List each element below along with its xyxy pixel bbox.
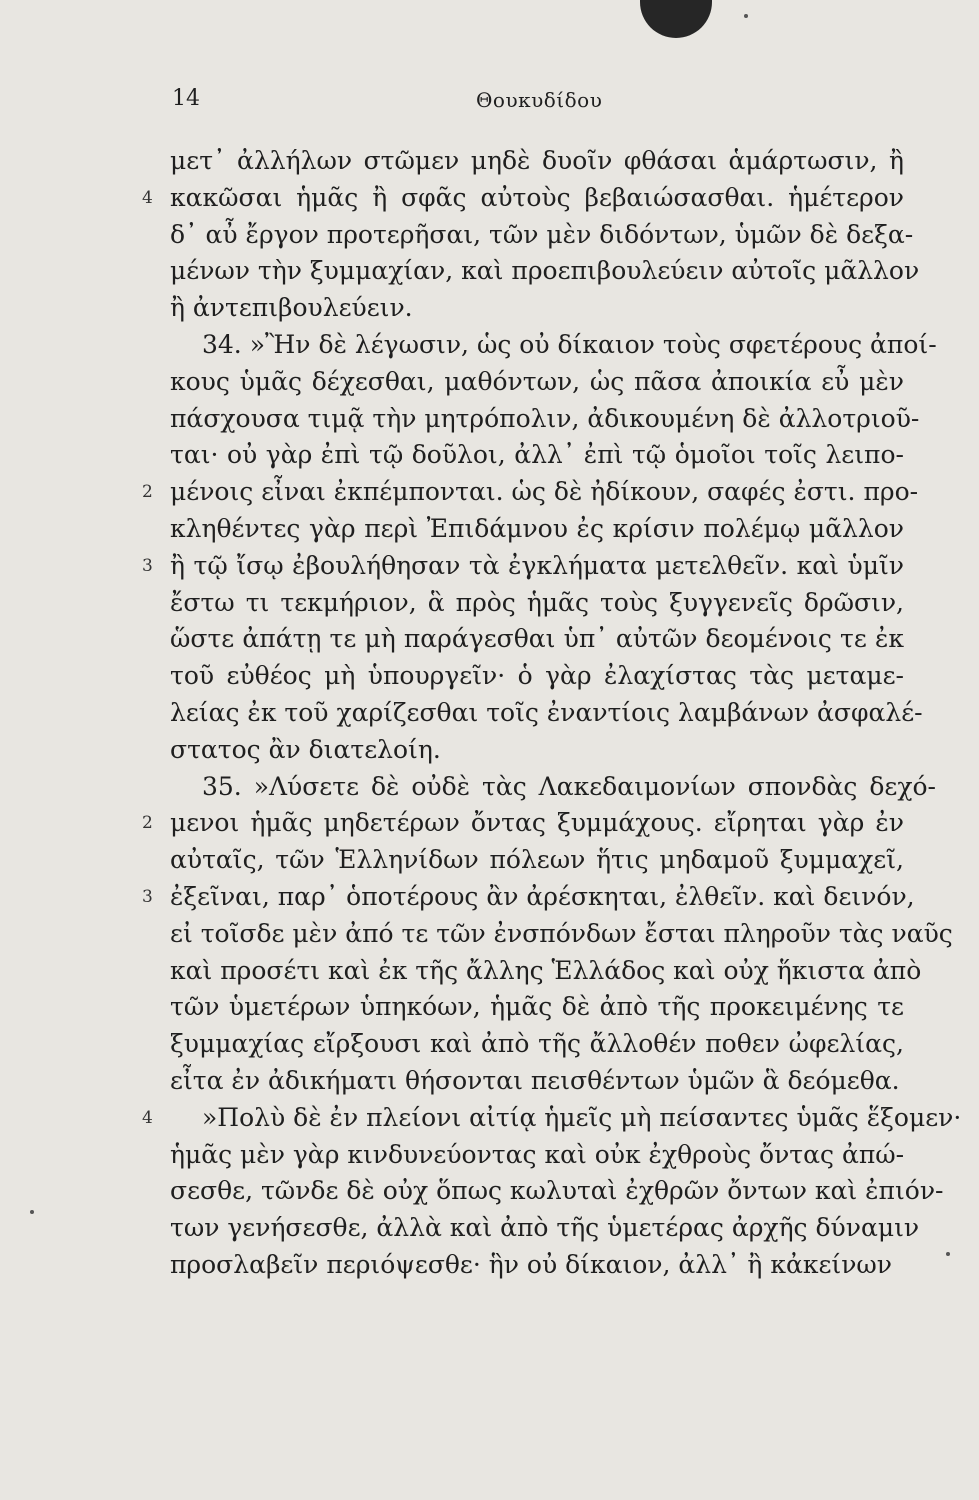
margin-number: 3 [142,886,153,907]
text-line [142,548,904,585]
line-text: ται· οὐ γὰρ ἐπὶ τῷ δοῦλοι, ἀλλ᾽ ἐπὶ τῷ ὁμοῖοι τοῖς λειπο- [170,440,904,470]
line-text: μενοι ἡμᾶς μηδετέρων ὄντας ξυμμάχους. εἴρηται γὰρ ἐν [170,808,904,838]
line-text: ἢ τῷ ἴσῳ ἐβουλήθησαν τὰ ἐγκλήματα μετελθεῖν. καὶ ὑμῖν [170,550,904,580]
text-line [170,143,904,180]
line-text: πάσχουσα τιμᾷ τὴν μητρόπολιν, ἀδικουμένη δὲ ἀλλοτριοῦ- [170,403,920,433]
text-line [170,658,904,695]
text-line [142,805,904,842]
text-line [170,1137,904,1174]
ink-speck [946,1252,950,1256]
line-text: μένοις εἶναι ἐκπέμπονται. ὡς δὲ ἠδίκουν, σαφές ἐστι. προ- [170,477,919,507]
text-line [142,474,919,511]
margin-number: 4 [142,187,153,208]
line-text: τοῦ εὐθέος μὴ ὑπουργεῖν· ὁ γὰρ ἐλαχίστας τὰς μεταμε- [170,661,904,691]
text-line [170,401,920,438]
line-text: στατος ἂν διατελοίη. [170,734,441,764]
line-text: τῶν ὑμετέρων ὑπηκόων, ἡμᾶς δὲ ἀπὸ τῆς προκειμένης τε [170,992,904,1022]
line-text: καὶ προσέτι καὶ ἐκ τῆς ἄλλης Ἑλλάδος καὶ οὐχ ἥκιστα ἀπὸ [170,955,922,985]
line-text: κους ὑμᾶς δέχεσθαι, μαθόντων, ὡς πᾶσα ἀποικία εὖ μὲν [170,366,904,396]
line-text: ξυμμαχίας εἴρξουσι καὶ ἀπὸ τῆς ἄλλοθέν ποθεν ὠφελίας, [170,1029,904,1059]
line-text: αὐταῖς, τῶν Ἑλληνίδων πόλεων ἥτις μηδαμοῦ ξυμμαχεῖ, [170,845,904,875]
text-line [170,364,904,401]
line-text: ἢ ἀντεπιβουλεύειν. [170,293,413,323]
text-line [170,511,904,548]
margin-number: 4 [142,1107,153,1128]
margin-number: 3 [142,555,153,576]
text-line [170,621,904,658]
line-text: ὥστε ἀπάτῃ τε μὴ παράγεσθαι ὑπ᾽ αὐτῶν δεομένοις τε ἐκ [170,624,904,654]
text-line [170,327,937,364]
text-line [170,1173,944,1210]
page-number: 14 [172,86,200,111]
text-line [142,180,904,217]
line-text: σεσθε, τῶνδε δὲ οὐχ ὅπως κωλυταὶ ἐχθρῶν ὄντων καὶ ἐπιόν- [170,1176,944,1206]
running-title: Θουκυδίδου [476,88,603,112]
line-text: 35. »Λύσετε δὲ οὐδὲ τὰς Λακεδαιμονίων σπονδὰς δεχό- [202,771,936,801]
text-line [170,290,904,327]
margin-number: 2 [142,813,153,834]
text-line [170,253,920,290]
line-text: »Πολὺ δὲ ἐν πλείονι αἰτίᾳ ἡμεῖς μὴ πείσαντες ὑμᾶς ἕξομεν· [202,1102,962,1132]
line-text: εἰ τοῖσδε μὲν ἀπό τε τῶν ἐνσπόνδων ἔσται πληροῦν τὰς ναῦς [170,918,953,948]
text-line [170,217,914,254]
text-line [142,879,915,916]
line-text: 34. »Ἢν δὲ λέγωσιν, ὡς οὐ δίκαιον τοὺς σφετέρους ἀποί- [202,329,937,359]
line-text: μένων τὴν ξυμμαχίαν, καὶ προεπιβουλεύειν αὐτοῖς μᾶλλον [170,256,920,286]
text-line [170,953,922,990]
line-text: κακῶσαι ἡμᾶς ἢ σφᾶς αὐτοὺς βεβαιώσασθαι. ἡμέτερον [170,182,904,212]
ink-blot [640,0,712,38]
ink-speck [30,1210,34,1214]
line-text: λείας ἐκ τοῦ χαρίζεσθαι τοῖς ἐναντίοις λαμβάνων ἀσφαλέ- [170,697,923,727]
line-text: ἔστω τι τεκμήριον, ἃ πρὸς ἡμᾶς τοὺς ξυγγενεῖς δρῶσιν, [170,587,904,617]
text-line [142,1100,962,1137]
line-text: ἡμᾶς μὲν γὰρ κινδυνεύοντας καὶ οὐκ ἐχθροὺς ὄντας ἀπώ- [170,1139,905,1169]
line-text: μετ᾽ ἀλλήλων στῶμεν μηδὲ δυοῖν φθάσαι ἁμάρτωσιν, ἢ [170,146,904,175]
body-text [142,143,962,1284]
line-text: των γενήσεσθε, ἀλλὰ καὶ ἀπὸ τῆς ὑμετέρας ἀρχῆς δύναμιν [170,1213,920,1243]
text-line [170,842,904,879]
line-text: δ᾽ αὖ ἔργον προτερῆσαι, τῶν μὲν διδόντων, ὑμῶν δὲ δεξα- [170,219,914,249]
line-text: κληθέντες γὰρ περὶ Ἐπιδάμνου ἐς κρίσιν πολέμῳ μᾶλλον [170,513,904,543]
margin-number: 2 [142,482,153,503]
line-text: προσλαβεῖν περιόψεσθε· ἣν οὐ δίκαιον, ἀλλ᾽ ἢ κἀκείνων [170,1249,893,1279]
text-line [170,1026,904,1063]
text-line [170,732,904,769]
ink-speck [744,14,748,18]
text-line [170,437,904,474]
line-text: εἶτα ἐν ἀδικήματι θήσονται πεισθέντων ὑμῶν ἃ δεόμεθα. [170,1065,900,1095]
text-line [170,989,904,1026]
text-line [170,585,904,622]
text-line [170,1247,904,1284]
text-line [170,1210,920,1247]
page-header [0,80,979,120]
text-line [170,916,953,953]
text-line [170,1063,904,1100]
line-text: ἐξεῖναι, παρ᾽ ὁποτέρους ἂν ἀρέσκηται, ἐλθεῖν. καὶ δεινόν, [170,881,915,911]
text-line [170,695,923,732]
text-line [170,769,936,806]
